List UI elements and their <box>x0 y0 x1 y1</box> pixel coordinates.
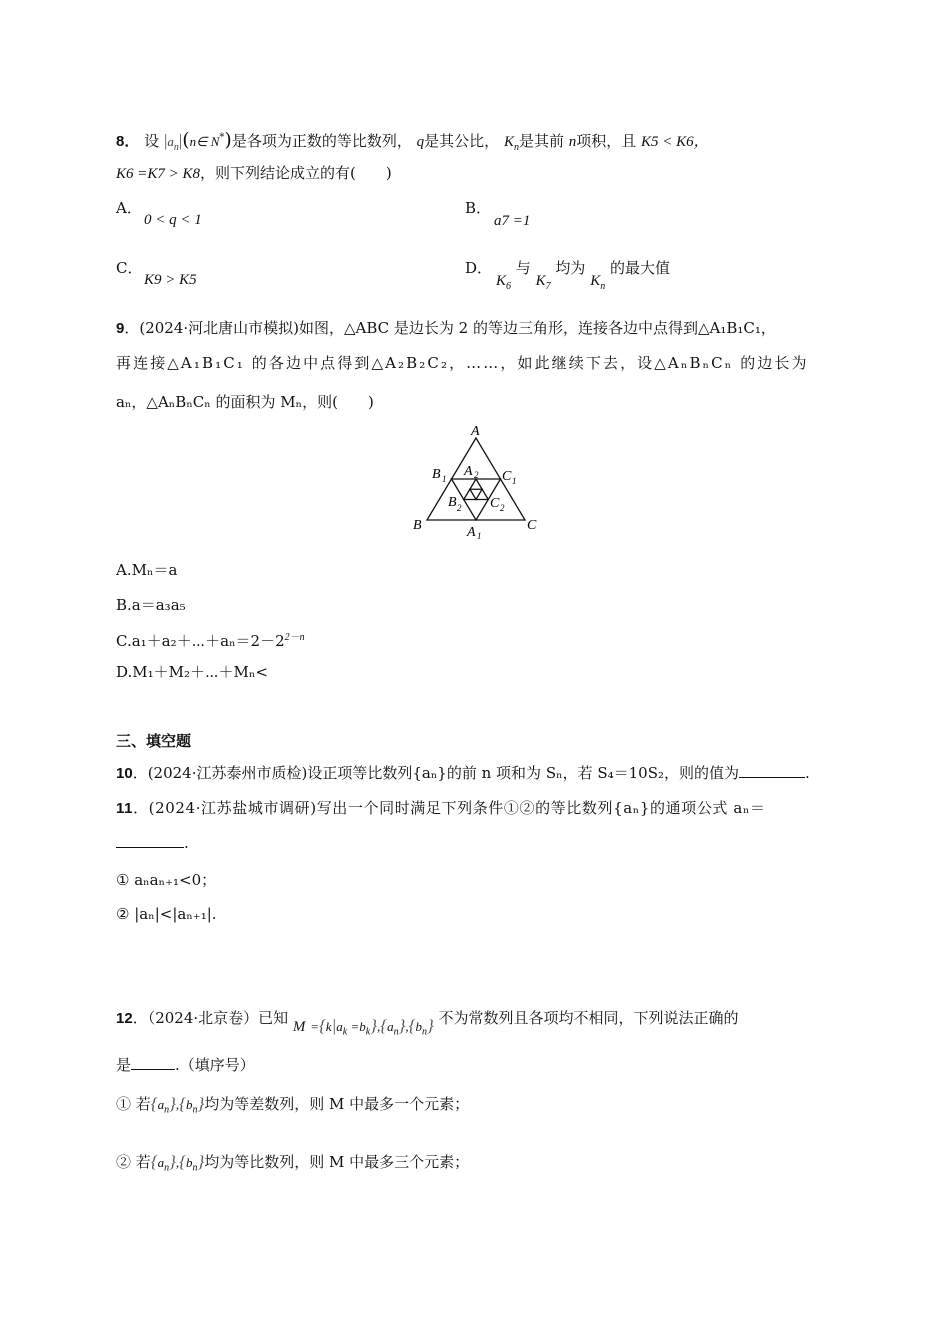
q8-option-c-label: C． <box>116 259 143 277</box>
label-C1: C <box>502 469 512 484</box>
q9-option-b: B.a＝a₃a₅ <box>116 596 186 614</box>
label-A1-sub: 1 <box>477 531 482 541</box>
q12-condition-2: ② 若$\{a_n\},\{b_n\}$均为等比数列，则 M 中最多三个元素； <box>116 1152 470 1174</box>
q9-line2: 再连接△A₁B₁C₁ 的各边中点得到△A₂B₂C₂，……，如此继续下去，设△AₙBₙCₙ 的边长为 <box>116 354 809 372</box>
q11-line2: . <box>116 833 189 853</box>
label-B2-sub: 2 <box>457 503 462 513</box>
q8-q: q <box>416 134 425 150</box>
label-C: C <box>527 518 537 533</box>
q8-option-a-text: 0 < q < 1 <box>144 212 202 228</box>
label-A2-sub: 2 <box>474 470 479 480</box>
q9-option-c: $C.a_1+a_2+\cdots+a_n=2-2^{2-n}$ <box>116 632 305 650</box>
label-B2: B <box>448 495 457 510</box>
label-A: A <box>471 424 480 439</box>
q9-line3: aₙ，△AₙBₙCₙ 的面积为 Mₙ，则( ) <box>116 393 374 411</box>
q8-option-b-text: a7 =1 <box>494 213 531 229</box>
triangle-figure <box>405 418 555 543</box>
q8-seq-a: a <box>167 134 174 149</box>
label-B1-sub: 1 <box>442 474 447 484</box>
q12-line1: 12．（2024·北京卷）已知 $M =\{k|a_k =b_k\},\{a_n\},\{b_n\}$ 不为常数列且各项均不相同，下列说法正确的 <box>116 1009 739 1038</box>
label-C1-sub: 1 <box>512 476 517 486</box>
q12-line2: 是 .（填序号） <box>116 1056 255 1074</box>
q12-number: 12 <box>116 1010 133 1027</box>
q8-option-d-text: $K_6$ 与 $K_7$ 均为 $K_n$ 的最大值 <box>496 259 670 292</box>
label-C2: C <box>490 496 500 511</box>
q8-number: 8 <box>116 133 125 150</box>
q12-condition-1: ① 若$\{a_n\},\{b_n\}$均为等差数列，则 M 中最多一个元素； <box>116 1094 470 1116</box>
q9-number: 9 <box>116 320 125 337</box>
q9-option-a: A.Mₙ＝a <box>116 561 178 579</box>
q10-line: 10．(2024·江苏泰州市质检)设正项等比数列{aₙ}的前 n 项和为 Sₙ，若 S₄＝10S₂，则的值为 . <box>116 764 810 782</box>
q8-eq: K6 =K7 > K8 <box>116 166 201 182</box>
label-B1: B <box>432 467 441 482</box>
q8-line2 <box>116 163 392 184</box>
q8-mid2: 是其公比， <box>424 132 500 150</box>
q8-n: n <box>568 134 577 150</box>
q11-condition-1: ① aₙaₙ₊₁<0； <box>116 871 217 889</box>
q12-set: $=\{k|a_k =b_k\},\{a_n\},\{b_n\}$ <box>310 1016 434 1038</box>
q11-answer-blank[interactable] <box>116 833 184 848</box>
q9-line1 <box>116 318 776 339</box>
label-B: B <box>413 518 422 533</box>
q8-prefix: 设 <box>144 132 160 150</box>
q8-set: n∈ N <box>189 134 220 149</box>
label-A2: A <box>464 464 473 479</box>
q9-option-d: D.M₁＋M₂＋⋯＋Mₙ< <box>116 663 268 681</box>
q10-number: 10 <box>116 765 133 782</box>
q8-ineq: K5 < K6， <box>641 134 709 150</box>
q8-line1: 8． 设 $|a_n|(n\in$ N*)是各项为正数的等比数列， q是其公比， $K_n$是其前 n项积，且 K5 < K6， <box>116 129 709 153</box>
q8-option-b-label: B． <box>465 199 492 217</box>
section-title: 三、填空题 <box>116 732 192 750</box>
q10-answer-blank[interactable] <box>739 763 805 778</box>
q8-option-c-text: K9 > K5 <box>144 272 197 288</box>
q11-condition-2: ② |aₙ|<|aₙ₊₁|. <box>116 905 217 923</box>
label-C2-sub: 2 <box>500 503 505 513</box>
q10-text: ．(2024·江苏泰州市质检)设正项等比数列{aₙ}的前 n 项和为 Sₙ，若 S₄＝10S₂，则的值为 <box>132 764 740 782</box>
q12-answer-blank[interactable] <box>131 1055 175 1070</box>
q8-K: K <box>503 134 514 150</box>
q11-line1 <box>116 798 766 819</box>
q9-line1-text: ．(2024·河北唐山市模拟)如图，△ABC 是边长为 2 的等边三角形，连接各边中点得到△A₁B₁C₁， <box>124 319 776 337</box>
q8-mid3: 是其前 <box>518 132 564 150</box>
q8-line2-text: ，则下列结论成立的有( ) <box>200 164 392 182</box>
q8-option-a-label: A． <box>116 199 142 217</box>
q8-mid4: 项积，且 <box>576 132 637 150</box>
q12-M: M <box>292 1019 306 1035</box>
q8-mid: 是各项为正数的等比数列， <box>231 132 412 150</box>
q11-number: 11 <box>116 800 134 817</box>
q11-text: ．(2024·江苏盐城市调研)写出一个同时满足下列条件①②的等比数列{aₙ}的通项公式 aₙ＝ <box>133 799 766 817</box>
label-A1: A <box>467 525 476 540</box>
q8-option-d-label: D． <box>465 259 493 277</box>
